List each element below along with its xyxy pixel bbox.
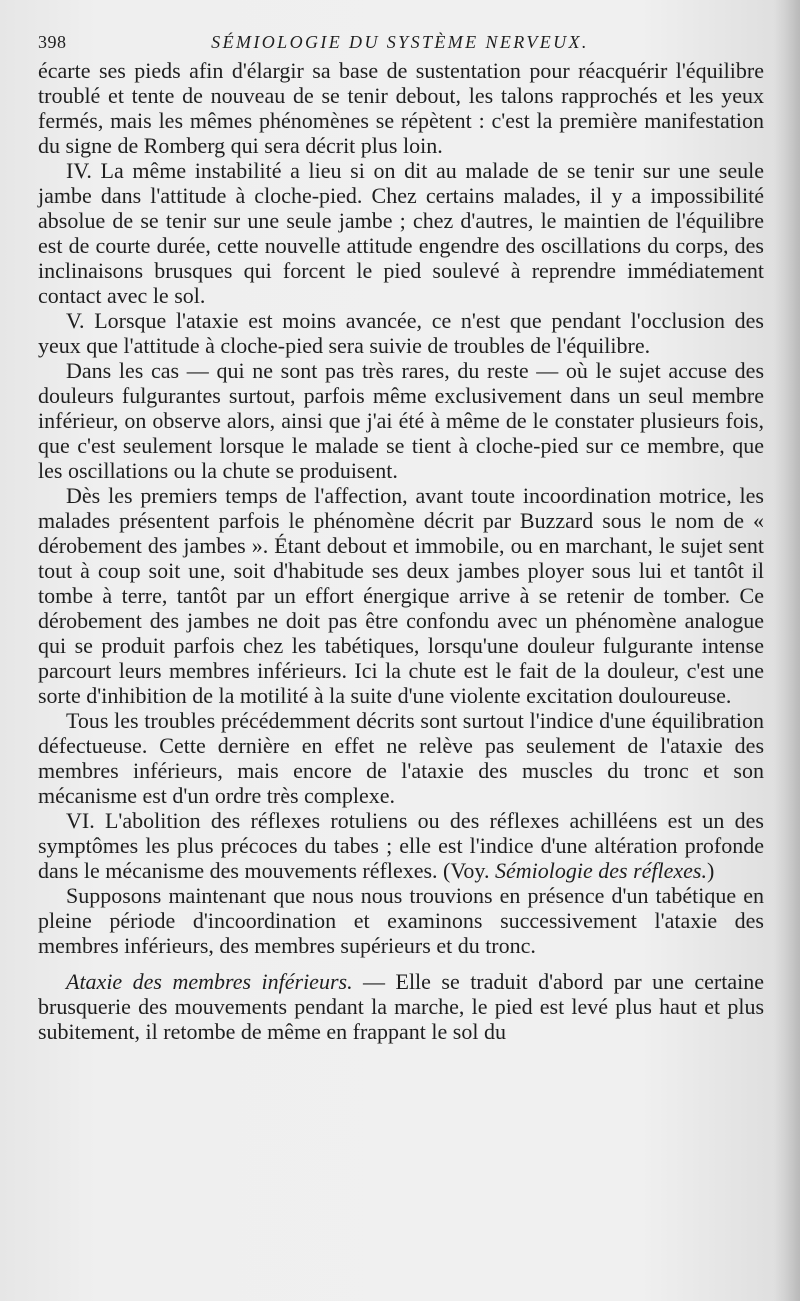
paragraph-1 [38,58,764,158]
paragraph-6-text: Tous les troubles précédemment décrits sont surtout l'indice d'une équilibration défectueuse. Cette dernière en effet ne relève pas seulement de l'ataxie des membres inférieurs, mais encore de l'ataxie des muscles du tronc et son mécanisme est d'un ordre très complexe. [38,708,764,808]
paragraph-1-text: écarte ses pieds afin d'élargir sa base de sustentation pour réacquérir l'équilibre troublé et tente de nouveau de se tenir debout, les talons rapprochés et les yeux fermés, mais les mêmes phénomènes se répètent : c'est la première manifestation du signe de Romberg qui sera décrit plus loin. [38,58,764,158]
paragraph-7-italic-reference: Sémiologie des réflexes. [494,858,707,883]
page-number: 398 [38,32,67,52]
paragraph-8-text: Supposons maintenant que nous nous trouvions en présence d'un tabétique en pleine période d'incoordination et examinons successivement l'ataxie des membres inférieurs, des membres supérieurs et du tronc. [38,883,764,958]
body-text [38,58,764,1044]
paragraph-5-text: Dès les premiers temps de l'affection, avant toute incoordination motrice, les malades présentent parfois le phénomène décrit par Buzzard sous le nom de « dérobement des jambes ». Étant debout et immobile, ou en marchant, le sujet sent tout à coup soit une, soit d'habitude ses deux jambes ployer sous lui et tantôt il tombe à terre, tantôt par un effort énergique arrive à se retenir de tomber. Ce dérobement des jambes ne doit pas être confondu avec un phénomène analogue qui se produit parfois chez les tabétiques, lorsqu'une douleur fulgurante intense parcourt leurs membres inférieurs. Ici la chute est le fait de la douleur, c'est une sorte d'inhibition de la motilité à la suite d'une violente excitation douloureuse. [38,483,764,708]
paragraph-4-text: Dans les cas — qui ne sont pas très rares, du reste — où le sujet accuse des douleurs fulgurantes surtout, parfois même exclusivement dans un seul membre inférieur, on observe alors, ainsi que j'ai été à même de le constater plusieurs fois, que c'est seulement lorsque le malade se tient à cloche-pied sur ce membre, que les oscillations ou la chute se produisent. [38,358,764,483]
paragraph-7-text: VI. L'abolition des réflexes rotuliens ou des réflexes achilléens est un des symptômes les plus précoces du tabes ; elle est l'indice d'une altération profonde dans le mécanisme des mouvements réflexes. (Voy. [38,808,764,883]
paragraph-3 [38,308,764,358]
paragraph-4 [38,358,764,483]
paragraph-2-text: IV. La même instabilité a lieu si on dit au malade de se tenir sur une seule jambe dans l'attitude à cloche-pied. Chez certains malades, il y a impossibilité absolue de se tenir sur une seule jambe ; chez d'autres, le maintien de l'équilibre est de courte durée, cette nouvelle attitude engendre des oscillations du corps, des inclinaisons brusques qui forcent le pied soulevé à reprendre immédiatement contact avec le sol. [38,158,764,308]
paragraph-9 [38,969,764,1044]
paragraph-8 [38,883,764,958]
paragraph-3-text: V. Lorsque l'ataxie est moins avancée, ce n'est que pendant l'occlusion des yeux que l'attitude à cloche-pied sera suivie de troubles de l'équilibre. [38,308,764,358]
paragraph-7 [38,808,764,883]
running-title: SÉMIOLOGIE DU SYSTÈME NERVEUX. [211,32,589,52]
page-edge-shadow [774,0,800,1301]
paragraph-2 [38,158,764,308]
page-header [38,32,762,54]
paragraph-5 [38,483,764,708]
paragraph-9-text: — Elle se traduit d'abord par une certaine brusquerie des mouvements pendant la marche, le pied est levé plus haut et plus subitement, il retombe de même en frappant le sol du [38,969,764,1044]
section-heading-italic: Ataxie des membres inférieurs. [66,969,353,994]
paragraph-7-text-after: ) [706,858,715,883]
paragraph-6 [38,708,764,808]
